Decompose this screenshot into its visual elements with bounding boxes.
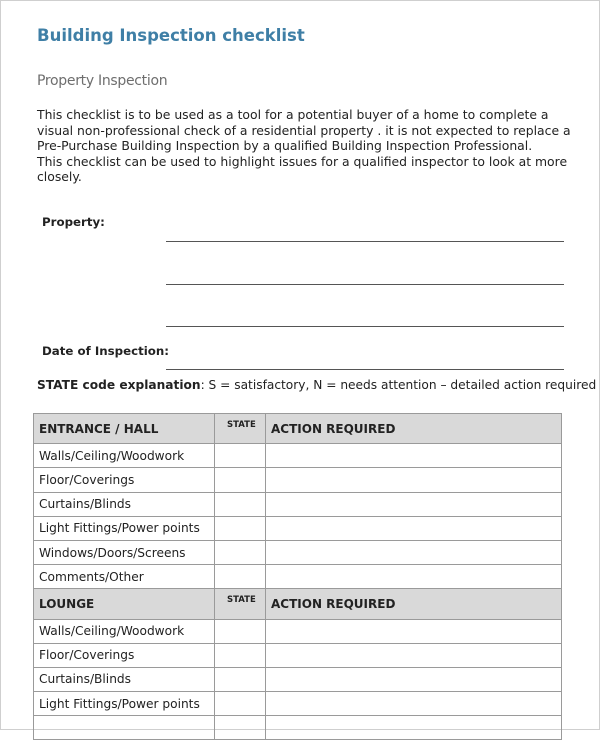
item-label: Curtains/Blinds — [34, 667, 215, 691]
state-code-text: : S = satisfactory, N = needs attention – detailed action required — [200, 378, 597, 392]
intro-text — [37, 107, 577, 185]
section-name: ENTRANCE / HALL — [34, 414, 215, 444]
state-cell[interactable] — [215, 692, 266, 716]
state-cell[interactable] — [215, 619, 266, 643]
state-cell[interactable] — [215, 468, 266, 492]
intro-paragraph: This checklist is to be used as a tool for a potential buyer of a home to complete a visual non-professional check of a residential property . it is not expected to replace a Pre-Purchase Building Inspection by a qualified Building Inspection Professional. — [37, 107, 571, 153]
action-cell[interactable] — [266, 643, 562, 667]
item-label — [34, 716, 215, 740]
item-label: Walls/Ceiling/Woodwork — [34, 619, 215, 643]
property-label: Property: — [42, 215, 105, 229]
action-cell[interactable] — [266, 716, 562, 740]
action-cell[interactable] — [266, 692, 562, 716]
state-cell[interactable] — [215, 643, 266, 667]
table-row — [34, 716, 562, 740]
state-header: STATE — [215, 589, 266, 619]
item-label: Curtains/Blinds — [34, 492, 215, 516]
action-cell[interactable] — [266, 619, 562, 643]
state-cell[interactable] — [215, 540, 266, 564]
action-header: ACTION REQUIRED — [266, 414, 562, 444]
table-row — [34, 540, 562, 564]
state-cell[interactable] — [215, 492, 266, 516]
item-label: Floor/Coverings — [34, 468, 215, 492]
property-line[interactable] — [166, 284, 564, 285]
table-row — [34, 492, 562, 516]
table-row — [34, 468, 562, 492]
date-line[interactable] — [166, 369, 564, 370]
table-row — [34, 692, 562, 716]
table-row — [34, 643, 562, 667]
intro-paragraph: This checklist can be used to highlight issues for a qualified inspector to look at more closely. — [37, 153, 568, 184]
item-label: Walls/Ceiling/Woodwork — [34, 444, 215, 468]
state-code-label: STATE code explanation — [37, 378, 201, 392]
inspection-table — [33, 413, 562, 740]
action-cell[interactable] — [266, 516, 562, 540]
state-cell[interactable] — [215, 565, 266, 589]
state-cell[interactable] — [215, 516, 266, 540]
item-label: Light Fittings/Power points — [34, 516, 215, 540]
table-row — [34, 444, 562, 468]
date-label: Date of Inspection: — [42, 344, 169, 358]
state-cell[interactable] — [215, 667, 266, 691]
item-label: Comments/Other — [34, 565, 215, 589]
action-cell[interactable] — [266, 492, 562, 516]
section-header-row — [34, 589, 562, 619]
property-line[interactable] — [166, 241, 564, 242]
action-cell[interactable] — [266, 468, 562, 492]
item-label: Light Fittings/Power points — [34, 692, 215, 716]
action-cell[interactable] — [266, 565, 562, 589]
table-row — [34, 667, 562, 691]
state-cell[interactable] — [215, 716, 266, 740]
table-row — [34, 516, 562, 540]
section-name: LOUNGE — [34, 589, 215, 619]
table-row — [34, 565, 562, 589]
section-header-row — [34, 414, 562, 444]
action-cell[interactable] — [266, 444, 562, 468]
item-label: Windows/Doors/Screens — [34, 540, 215, 564]
state-header: STATE — [215, 414, 266, 444]
action-header: ACTION REQUIRED — [266, 589, 562, 619]
item-label: Floor/Coverings — [34, 643, 215, 667]
property-line[interactable] — [166, 326, 564, 327]
action-cell[interactable] — [266, 667, 562, 691]
state-code-explanation — [37, 378, 596, 392]
document-subtitle: Property Inspection — [37, 73, 168, 89]
table-row — [34, 619, 562, 643]
document-title: Building Inspection checklist — [37, 26, 305, 45]
state-cell[interactable] — [215, 444, 266, 468]
action-cell[interactable] — [266, 540, 562, 564]
